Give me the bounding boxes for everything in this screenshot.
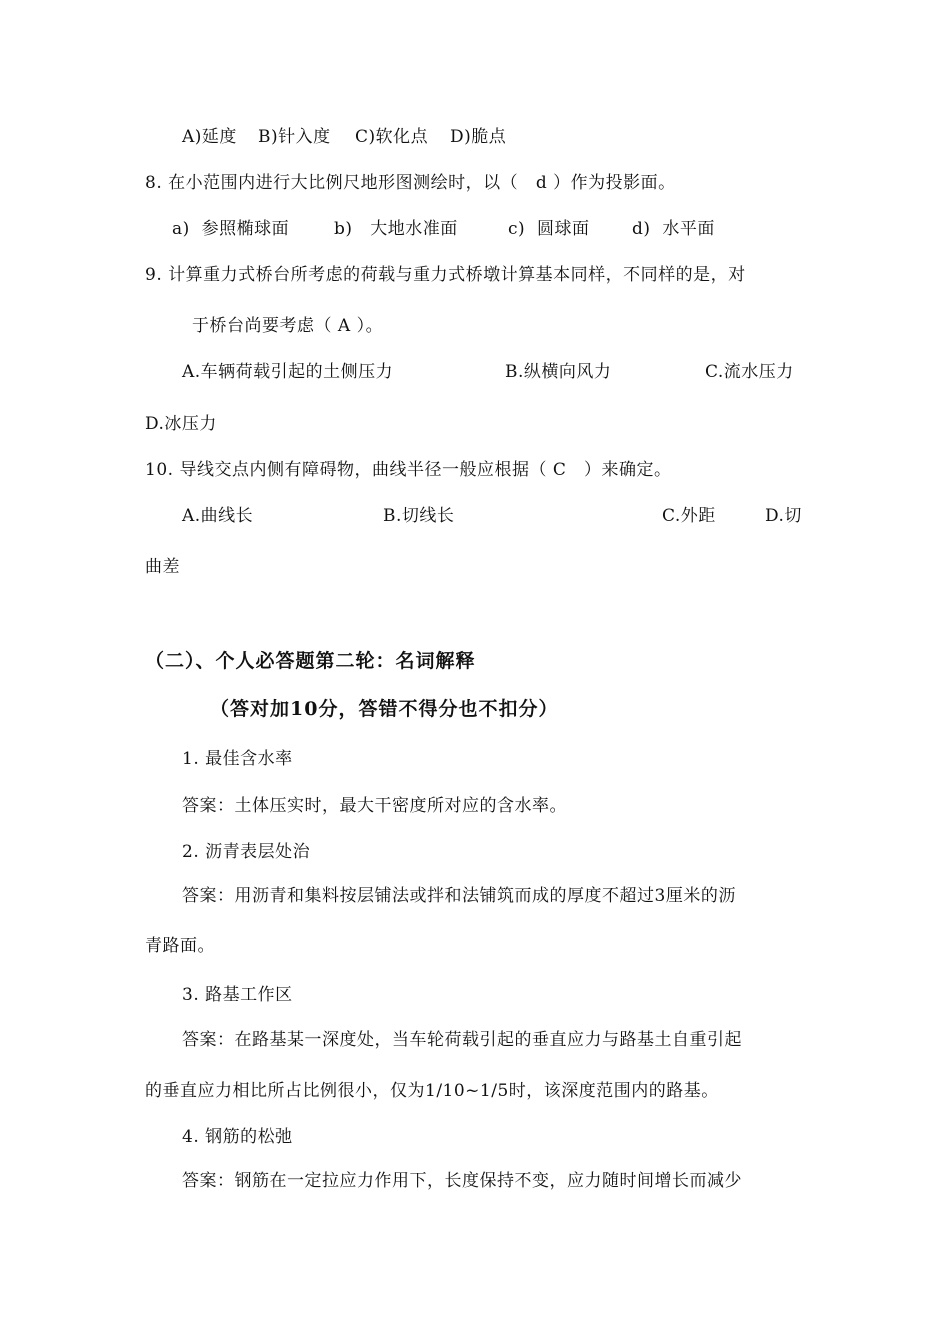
q8-option-d: d) 水平面 <box>632 219 715 239</box>
q10-option-d-continued: 曲差 <box>145 557 180 577</box>
term-title: 2. 沥青表层处治 <box>182 842 311 862</box>
q9-option-d: D.冰压力 <box>145 414 217 434</box>
q9-stem-line1: 9. 计算重力式桥台所考虑的荷载与重力式桥墩计算基本同样，不同样的是，对 <box>145 265 746 285</box>
term-title: 3. 路基工作区 <box>182 985 293 1005</box>
q10-option-c: C.外距 <box>662 506 716 526</box>
term-answer: 答案：土体压实时，最大干密度所对应的含水率。 <box>182 796 567 816</box>
q9-option-a: A.车辆荷载引起的土侧压力 <box>182 362 394 382</box>
q8-option-c: c) 圆球面 <box>508 219 590 239</box>
q8-option-a: a) 参照椭球面 <box>172 219 290 239</box>
q7-option-a: A)延度 <box>182 127 237 147</box>
q9-stem-line2: 于桥台尚要考虑（ A ）。 <box>192 316 384 336</box>
q10-option-a: A.曲线长 <box>182 506 254 526</box>
term-title: 1. 最佳含水率 <box>182 749 293 769</box>
q10-stem: 10. 导线交点内侧有障碍物，曲线半径一般应根据（ C ）来确定。 <box>145 460 672 480</box>
q7-option-d: D)脆点 <box>450 127 507 147</box>
q9-option-b: B.纵横向风力 <box>505 362 612 382</box>
q10-option-d: D.切 <box>765 506 802 526</box>
section-heading: （二）、个人必答题第二轮：名词解释 <box>145 650 476 672</box>
q8-stem: 8. 在小范围内进行大比例尺地形图测绘时，以（ d ）作为投影面。 <box>145 173 676 193</box>
term-title: 4. 钢筋的松弛 <box>182 1127 293 1147</box>
q8-option-b: b) 大地水准面 <box>334 219 458 239</box>
q9-option-c: C.流水压力 <box>705 362 794 382</box>
term-answer-continued: 的垂直应力相比所占比例很小，仅为1/10~1/5时，该深度范围内的路基。 <box>145 1081 719 1101</box>
q7-option-b: B)针入度 <box>258 127 331 147</box>
term-answer: 答案：钢筋在一定拉应力作用下，长度保持不变，应力随时间增长而减少 <box>182 1171 742 1191</box>
term-answer: 答案：用沥青和集料按层铺法或拌和法铺筑而成的厚度不超过3厘米的沥 <box>182 886 736 906</box>
q10-option-b: B.切线长 <box>383 506 455 526</box>
q7-option-c: C)软化点 <box>355 127 429 147</box>
term-answer-continued: 青路面。 <box>145 936 215 956</box>
section-note: （答对加10分，答错不得分也不扣分） <box>210 698 559 720</box>
term-answer: 答案：在路基某一深度处，当车轮荷载引起的垂直应力与路基土自重引起 <box>182 1030 742 1050</box>
